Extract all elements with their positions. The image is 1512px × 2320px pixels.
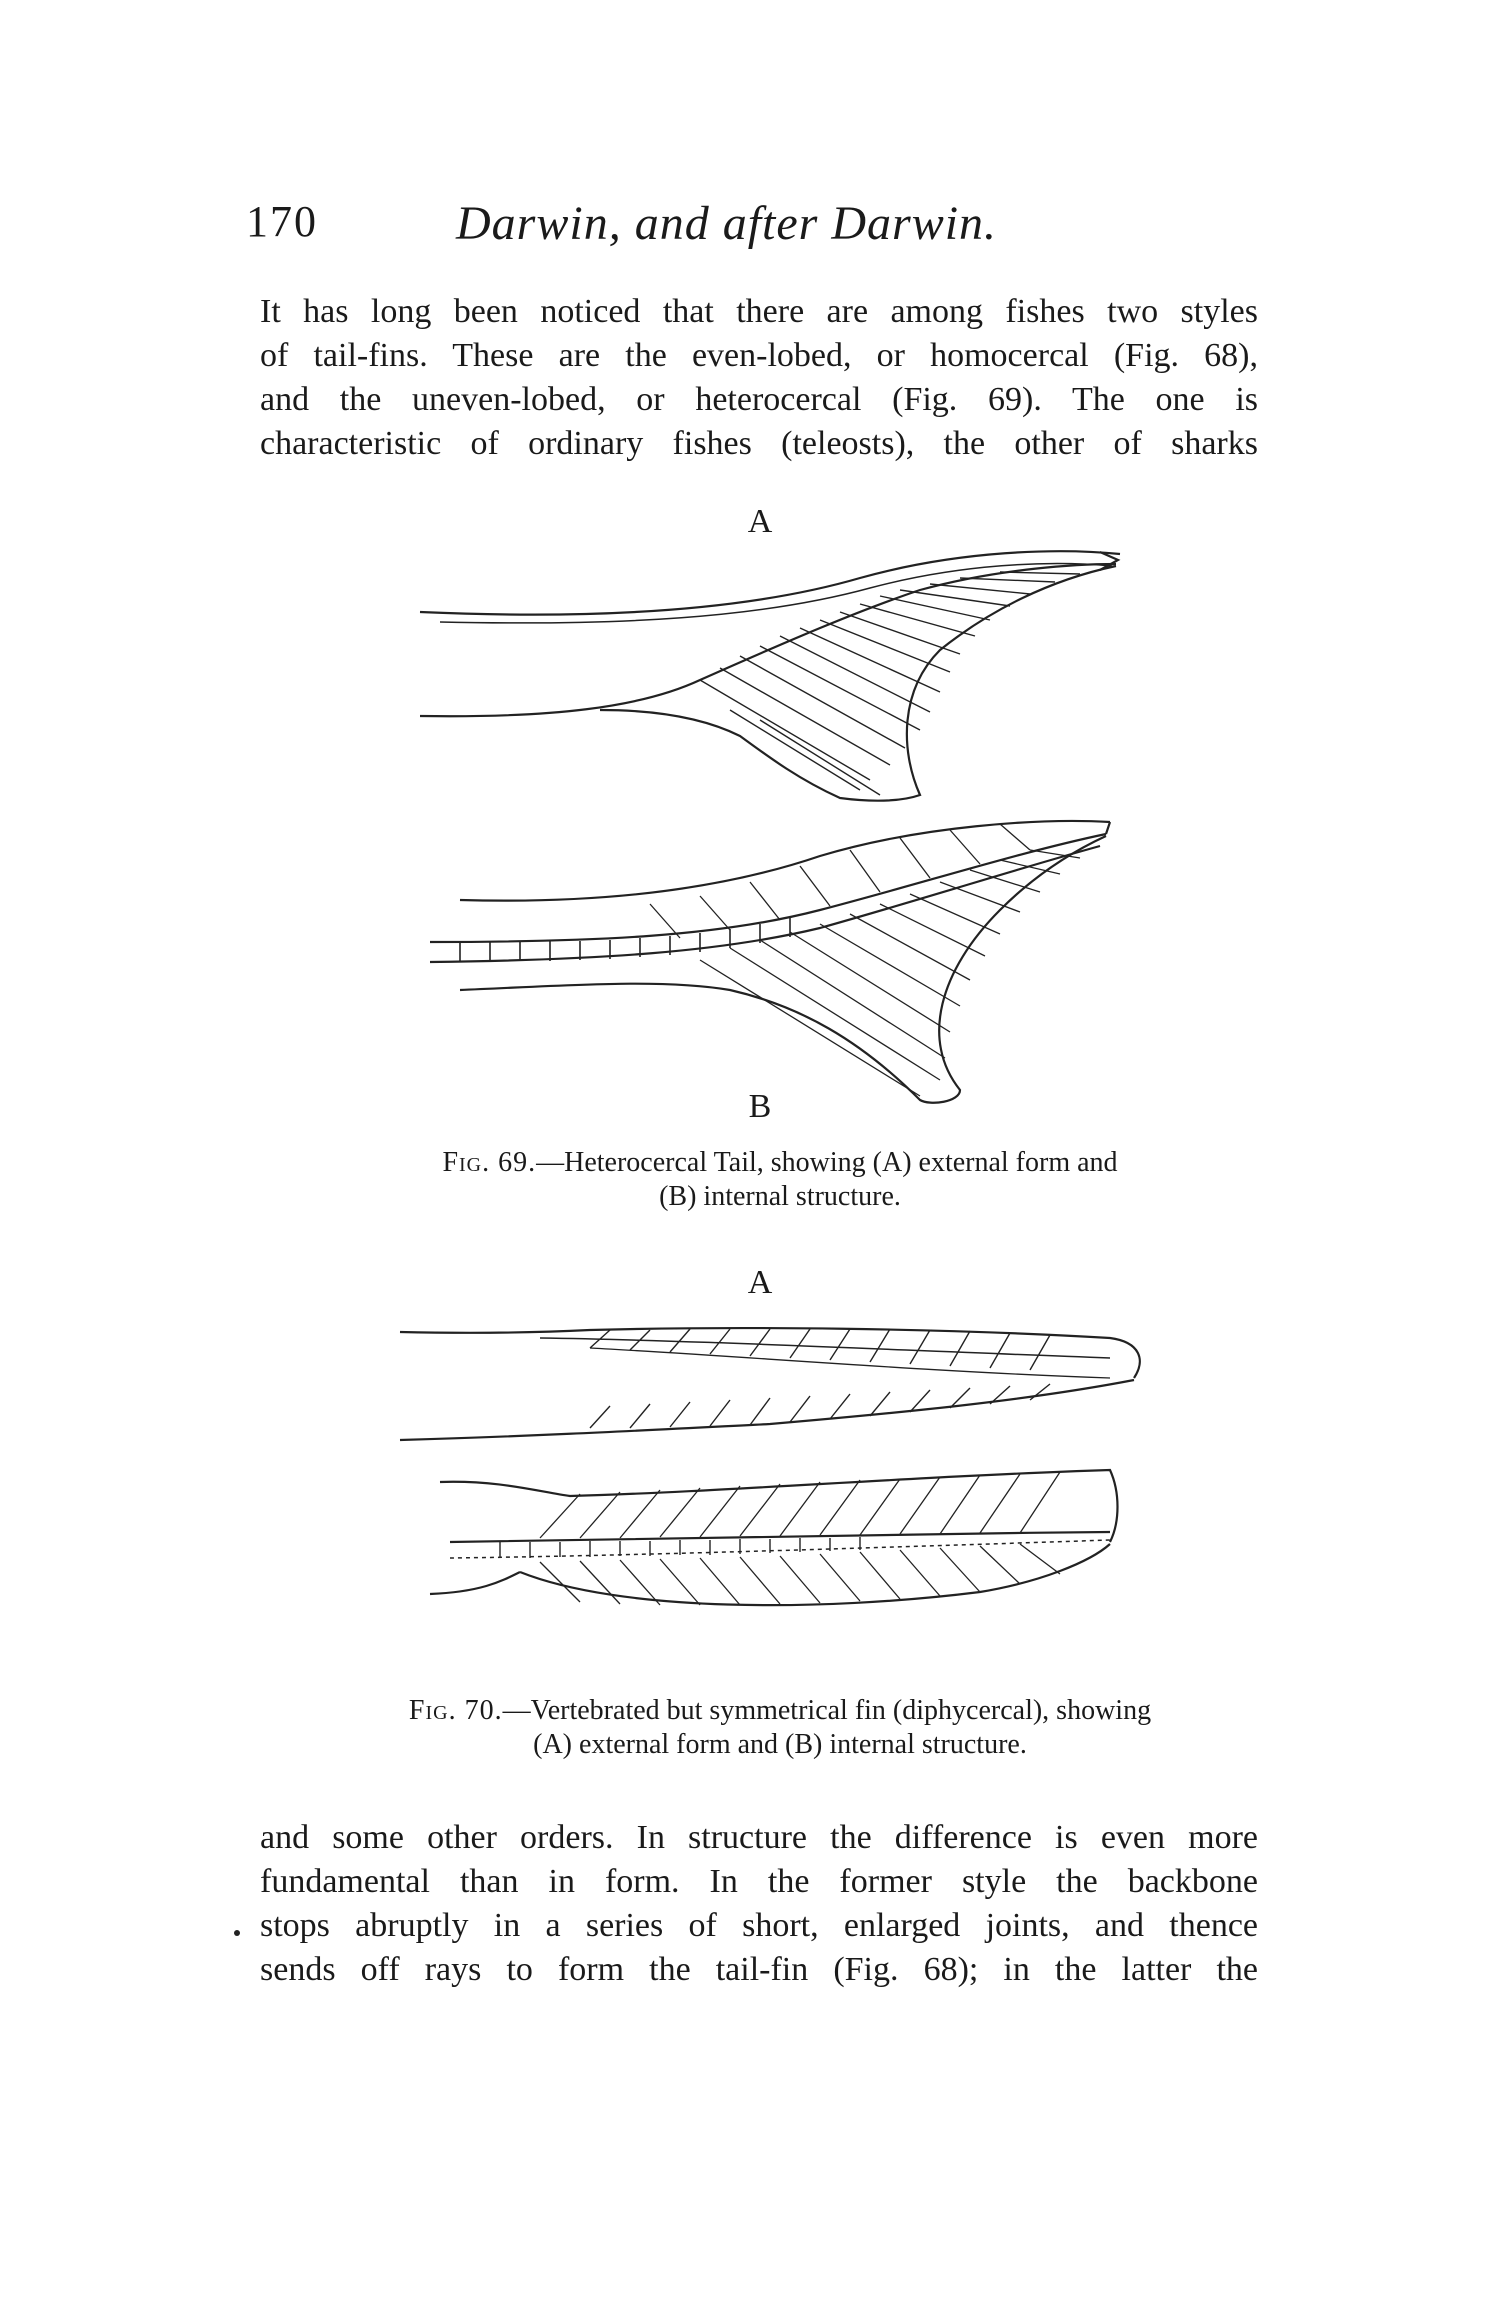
text-line: sends off rays to form the tail-fin (Fig. 68); in the latter the (260, 1951, 1258, 1988)
text-line: stops abruptly in a series of short, enlarged joints, and thence (260, 1907, 1258, 1944)
figure-69-label-a: A (747, 503, 773, 540)
text-line: of tail-fins. These are the even-lobed, or homocercal (Fig. 68), (260, 337, 1258, 374)
figure-70-external-form-drawing (390, 1308, 1150, 1458)
text-line: and some other orders. In structure the difference is even more (260, 1819, 1258, 1856)
caption-text: (B) internal structure. (659, 1181, 901, 1212)
figure-number: Fig. 70. (408, 1695, 503, 1726)
caption-text: —Heterocercal Tail, showing (A) external form and (536, 1147, 1118, 1178)
figure-69-internal-structure-drawing (400, 800, 1140, 1110)
running-head (246, 196, 1286, 256)
figure-69-label-b: B (748, 1088, 772, 1125)
caption-text: (A) external form and (B) internal structure. (533, 1729, 1027, 1760)
figure-70-label-a: A (747, 1264, 773, 1301)
text-line: characteristic of ordinary fishes (teleosts), the other of sharks (260, 425, 1258, 462)
print-speck (234, 1930, 240, 1936)
caption-text: —Vertebrated but symmetrical fin (diphycercal), showing (502, 1695, 1152, 1726)
figure-69-external-form-drawing (400, 540, 1140, 830)
running-title: Darwin, and after Darwin. (456, 197, 998, 250)
text-line: and the uneven-lobed, or heterocercal (Fig. 69). The one is (260, 381, 1258, 418)
body-paragraph-bottom (260, 1816, 1258, 1992)
page-number: 170 (246, 197, 318, 246)
figure-70-internal-structure-drawing (420, 1462, 1140, 1632)
text-line: It has long been noticed that there are among fishes two styles (260, 293, 1258, 330)
figure-number: Fig. 69. (442, 1147, 537, 1178)
figure-70-caption (330, 1694, 1230, 1762)
body-paragraph-top (260, 290, 1258, 466)
text-line: fundamental than in form. In the former style the backbone (260, 1863, 1258, 1900)
figure-69-caption (330, 1146, 1230, 1214)
